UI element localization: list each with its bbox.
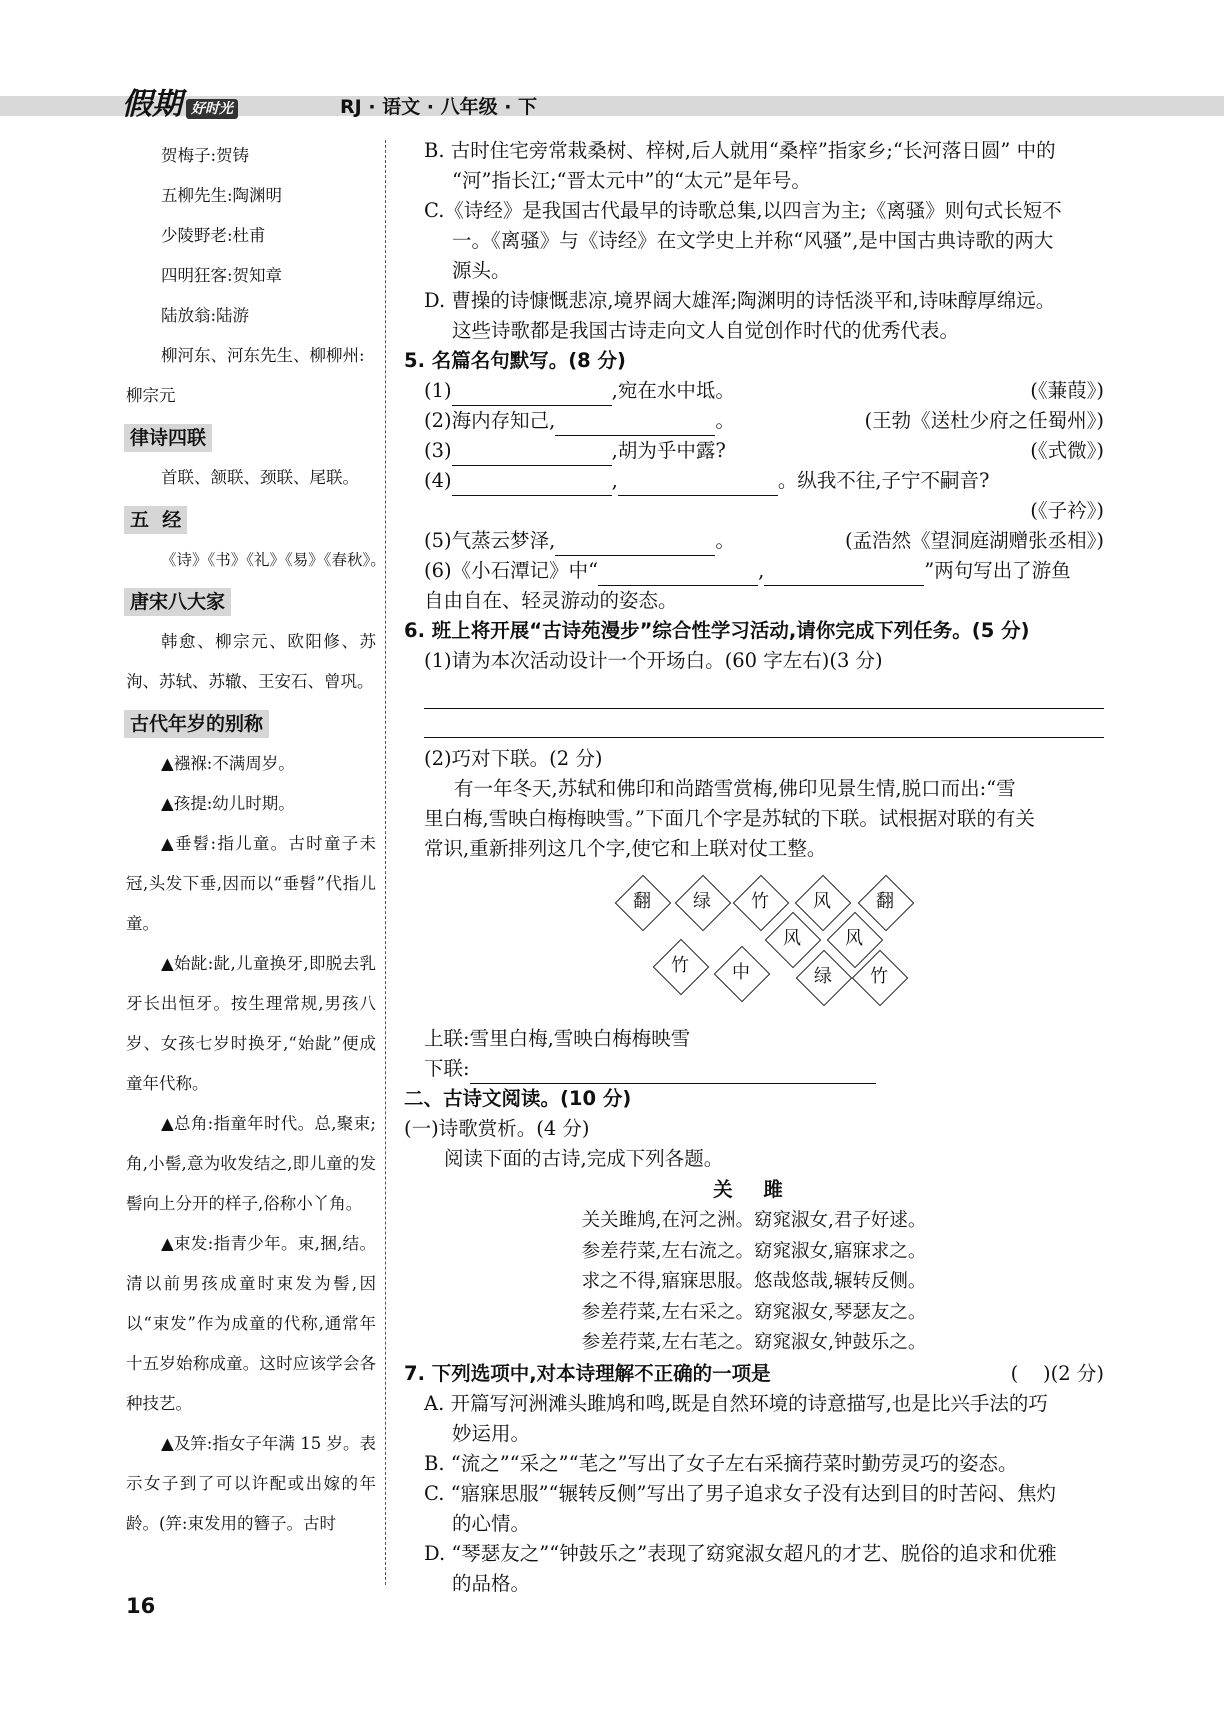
name-item: 四明狂客:贺知章 (161, 266, 283, 285)
q6-title: 6. 班上将开展“古诗苑漫步”综合性学习活动,请你完成下列任务。(5 分) (404, 619, 1030, 642)
section-2-sub: (一)诗歌赏析。(4 分) (404, 1117, 590, 1140)
age-item: ▲始龀:龀,儿童换牙,即脱去乳牙长出恒牙。按生理常规,男孩八岁、女孩七岁时换牙,“始龀”便成童年代称。 (126, 954, 376, 1093)
answer-blank[interactable] (452, 443, 612, 466)
main-content (404, 136, 1104, 1599)
source-ref: (王勃《送杜少府之任蜀州》) (864, 409, 1104, 432)
age-item: ▲总角:指童年时代。总,聚束;角,小髻,意为收发结之,即儿童的发髻向上分开的样子,俗称小丫角。 (126, 1114, 376, 1213)
q4-option-c: C.《诗经》是我国古代最早的诗歌总集,以四言为主;《离骚》则句式长短不 (424, 199, 1062, 222)
q5-item-6-cont: 自由自在、轻灵游动的姿态。 (424, 589, 678, 612)
age-item: ▲垂髫:指儿童。古时童子未冠,头发下垂,因而以“垂髫”代指儿童。 (126, 834, 376, 933)
name-item: 柳河东、河东先生、柳柳州: (161, 346, 365, 365)
answer-line[interactable] (424, 709, 1104, 738)
section-heading-lvshi: 律诗四联 (124, 424, 212, 452)
sidebar (126, 136, 386, 1544)
age-item: ▲及笄:指女子年满 15 岁。表示女子到了可以许配或出嫁的年龄。(笄:束发用的簪子。古时 (126, 1434, 376, 1533)
brand-subtitle: 好时光 (186, 99, 238, 119)
answer-blank[interactable] (452, 383, 612, 406)
age-item: ▲孩提:幼儿时期。 (161, 794, 295, 813)
q6-sub-1: (1)请为本次活动设计一个开场白。(60 字左右)(3 分) (424, 649, 883, 672)
answer-blank[interactable] (618, 473, 778, 496)
age-item: ▲束发:指青少年。束,捆,结。清以前男孩成童时束发为髻,因以“束发”作为成童的代称,通常年十五岁始称成童。这时应该学会各种技艺。 (126, 1234, 376, 1413)
q7-option-a-cont: 妙运用。 (452, 1421, 531, 1445)
age-item: ▲襁褓:不满周岁。 (161, 754, 295, 773)
answer-line[interactable] (424, 676, 1104, 709)
poem-title: 关 雎 (713, 1178, 795, 1201)
header-brand (122, 88, 238, 122)
q5-item-4-src (404, 496, 1104, 526)
q6-passage: 常识,重新排列这几个字,使它和上联对仗工整。 (424, 837, 827, 860)
q7-title-row (404, 1359, 1104, 1389)
q6-sub-2: (2)巧对下联。(2 分) (424, 747, 603, 770)
q5-item-1: (1) ,宛在水中坻。 (《蒹葭》) (404, 376, 1104, 406)
character-puzzle: 翻 绿 竹 风 翻 风 风 竹 中 绿 竹 (404, 870, 1104, 1020)
section-text-wujing: 《诗》《书》《礼》《易》《春秋》。 (161, 551, 386, 569)
section-2-intro: 阅读下面的古诗,完成下列各题。 (444, 1147, 724, 1170)
source-ref: (《蒹葭》) (1030, 379, 1104, 402)
answer-blank[interactable] (555, 533, 715, 556)
q5-item-5: (5)气蒸云梦泽, 。 (孟浩然《望洞庭湖赠张丞相》) (404, 526, 1104, 556)
brand-title: 假期 (122, 87, 182, 122)
name-item: 陆放翁:陆游 (161, 306, 250, 325)
q6-passage: 有一年冬天,苏轼和佛印和尚踏雪赏梅,佛印见景生情,脱口而出:“雪 (454, 777, 1016, 800)
poem-line: 参差荇菜,左右流之。窈窕淑女,寤寐求之。 (581, 1240, 927, 1262)
source-ref: (孟浩然《望洞庭湖赠张丞相》) (845, 529, 1104, 552)
section-heading-badajia: 唐宋八大家 (124, 588, 231, 616)
answer-blank[interactable] (598, 563, 758, 586)
q5-item-4: (4) , 。纵我不往,子宁不嗣音? (404, 466, 1104, 496)
q4-option-d-cont: 这些诗歌都是我国古诗走向文人自觉创作时代的优秀代表。 (452, 319, 960, 342)
q4-option-d: D. 曹操的诗慷慨悲凉,境界阔大雄浑;陶渊明的诗恬淡平和,诗味醇厚绵远。 (424, 289, 1056, 312)
q7-score: ( )(2 分) (1010, 1361, 1104, 1385)
source-ref: (《子衿》) (1030, 499, 1104, 522)
q7-option-c: C. “寤寐思服”“辗转反侧”写出了男子追求女子没有达到目的时苦闷、焦灼 (424, 1481, 1056, 1505)
q7-option-b: B. “流之”“采之”“芼之”写出了女子左右采摘荇菜时勤劳灵巧的姿态。 (424, 1451, 1018, 1475)
poem-line: 求之不得,寤寐思服。悠哉悠哉,辗转反侧。 (581, 1271, 927, 1292)
q4-option-c-cont: 源头。 (452, 259, 511, 282)
header-meta: RJ · 语文 · 八年级 · 下 (340, 96, 538, 118)
answer-blank[interactable] (764, 563, 924, 586)
answer-blank[interactable] (470, 1061, 876, 1084)
section-2-title: 二、古诗文阅读。(10 分) (404, 1087, 632, 1110)
q6-passage: 里白梅,雪映白梅梅映雪。”下面几个字是苏轼的下联。试根据对联的有关 (424, 807, 1035, 830)
section-text-badajia: 韩愈、柳宗元、欧阳修、苏洵、苏轼、苏辙、王安石、曾巩。 (126, 632, 376, 691)
q7-title: 7. 下列选项中,对本诗理解不正确的一项是 (404, 1361, 771, 1385)
section-heading-wujing: 五 经 (124, 506, 187, 534)
answer-blank[interactable] (452, 473, 612, 496)
poem-line: 关关雎鸠,在河之洲。窈窕淑女,君子好逑。 (581, 1210, 927, 1231)
q7-option-c-cont: 的心情。 (452, 1511, 531, 1535)
q4-option-c-cont: 一。《离骚》与《诗经》在文学史上并称“风骚”,是中国古典诗歌的两大 (452, 229, 1054, 252)
section-text-lvshi: 首联、颔联、颈联、尾联。 (161, 468, 359, 487)
q7-option-d-cont: 的品格。 (452, 1571, 531, 1595)
section-heading-nianSui: 古代年岁的别称 (124, 710, 269, 738)
upper-couplet: 上联:雪里白梅,雪映白梅梅映雪 (424, 1027, 691, 1050)
q4-option-b-cont: “河”指长江;“晋太元中”的“太元”是年号。 (452, 169, 811, 192)
answer-blank[interactable] (555, 413, 715, 436)
column-divider (385, 140, 386, 1585)
poem-line: 参差荇菜,左右采之。窈窕淑女,琴瑟友之。 (581, 1301, 927, 1323)
name-item: 五柳先生:陶渊明 (161, 186, 283, 205)
q4-option-b: B. 古时住宅旁常栽桑树、梓树,后人就用“桑梓”指家乡;“长河落日圆” 中的 (424, 139, 1056, 162)
lower-couplet: 下联: (404, 1054, 1104, 1084)
q7-option-d: D. “琴瑟友之”“钟鼓乐之”表现了窈窕淑女超凡的才艺、脱俗的追求和优雅 (424, 1541, 1057, 1565)
q7-option-a: A. 开篇写河洲滩头雎鸠和鸣,既是自然环境的诗意描写,也是比兴手法的巧 (424, 1391, 1048, 1415)
q5-item-6: (6)《小石潭记》中“ , ”两句写出了游鱼 (404, 556, 1104, 586)
q5-item-2: (2)海内存知己, 。 (王勃《送杜少府之任蜀州》) (404, 406, 1104, 436)
q5-item-3: (3) ,胡为乎中露? (《式微》) (404, 436, 1104, 466)
name-item: 贺梅子:贺铸 (161, 146, 250, 165)
source-ref: (《式微》) (1030, 439, 1104, 462)
q5-title: 5. 名篇名句默写。(8 分) (404, 349, 626, 372)
name-item-tail: 柳宗元 (126, 386, 176, 405)
name-item: 少陵野老:杜甫 (161, 226, 266, 245)
poem-line: 参差荇菜,左右芼之。窈窕淑女,钟鼓乐之。 (581, 1332, 927, 1353)
page-number: 16 (126, 1594, 156, 1618)
